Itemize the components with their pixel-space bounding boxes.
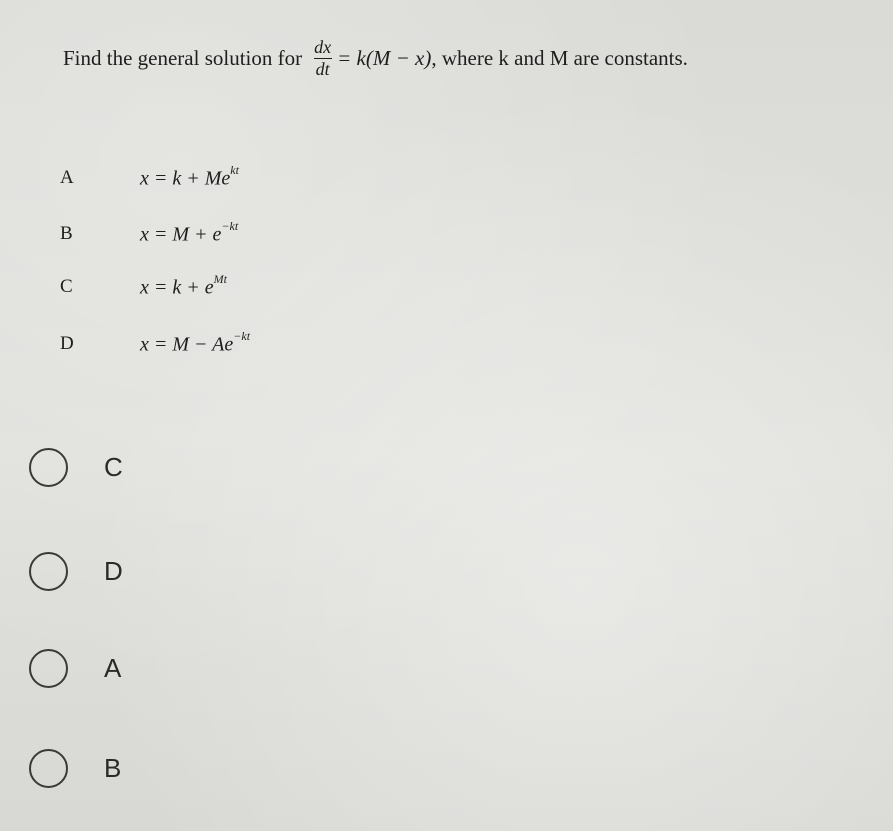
option-letter: B xyxy=(60,223,73,244)
option-b xyxy=(60,217,238,251)
expression-base: x = M + e xyxy=(140,223,222,246)
expression-base: x = k + e xyxy=(140,276,214,299)
answer-label: C xyxy=(104,451,123,482)
option-letter: D xyxy=(60,333,74,354)
question-suffix: , where k and M are constants. xyxy=(431,45,688,70)
expression-exponent: kt xyxy=(230,162,239,177)
expression-exponent: −kt xyxy=(221,218,239,233)
option-c xyxy=(60,270,227,304)
option-expression xyxy=(140,162,239,191)
radio-button[interactable] xyxy=(29,749,68,788)
option-letter: A xyxy=(60,167,74,188)
option-expression xyxy=(140,328,251,357)
radio-button[interactable] xyxy=(29,448,68,487)
answer-label: A xyxy=(104,652,122,683)
derivative-fraction xyxy=(312,38,333,79)
radio-button[interactable] xyxy=(29,649,68,688)
answer-label: B xyxy=(104,752,122,783)
fraction-numerator: dx xyxy=(314,36,332,57)
expression-base: x = M − Ae xyxy=(140,333,234,356)
question-prefix: Find the general solution for xyxy=(63,45,303,70)
option-expression xyxy=(140,271,227,300)
radio-button[interactable] xyxy=(29,552,68,591)
question-text xyxy=(63,28,883,88)
equation-rhs: = k(M − x) xyxy=(337,45,432,70)
expression-exponent: Mt xyxy=(213,271,227,286)
expression-base: x = k + Me xyxy=(140,167,231,190)
answer-choice-a[interactable] xyxy=(29,642,121,694)
option-letter: C xyxy=(60,276,73,297)
answer-choice-b[interactable] xyxy=(29,742,121,794)
answer-choice-c[interactable] xyxy=(29,441,123,493)
expression-exponent: −kt xyxy=(233,328,251,343)
option-expression xyxy=(140,218,239,247)
option-d xyxy=(60,327,250,361)
option-a xyxy=(60,161,239,195)
answer-label: D xyxy=(104,555,123,586)
fraction-denominator: dt xyxy=(315,58,330,79)
answer-choice-d[interactable] xyxy=(29,545,123,597)
